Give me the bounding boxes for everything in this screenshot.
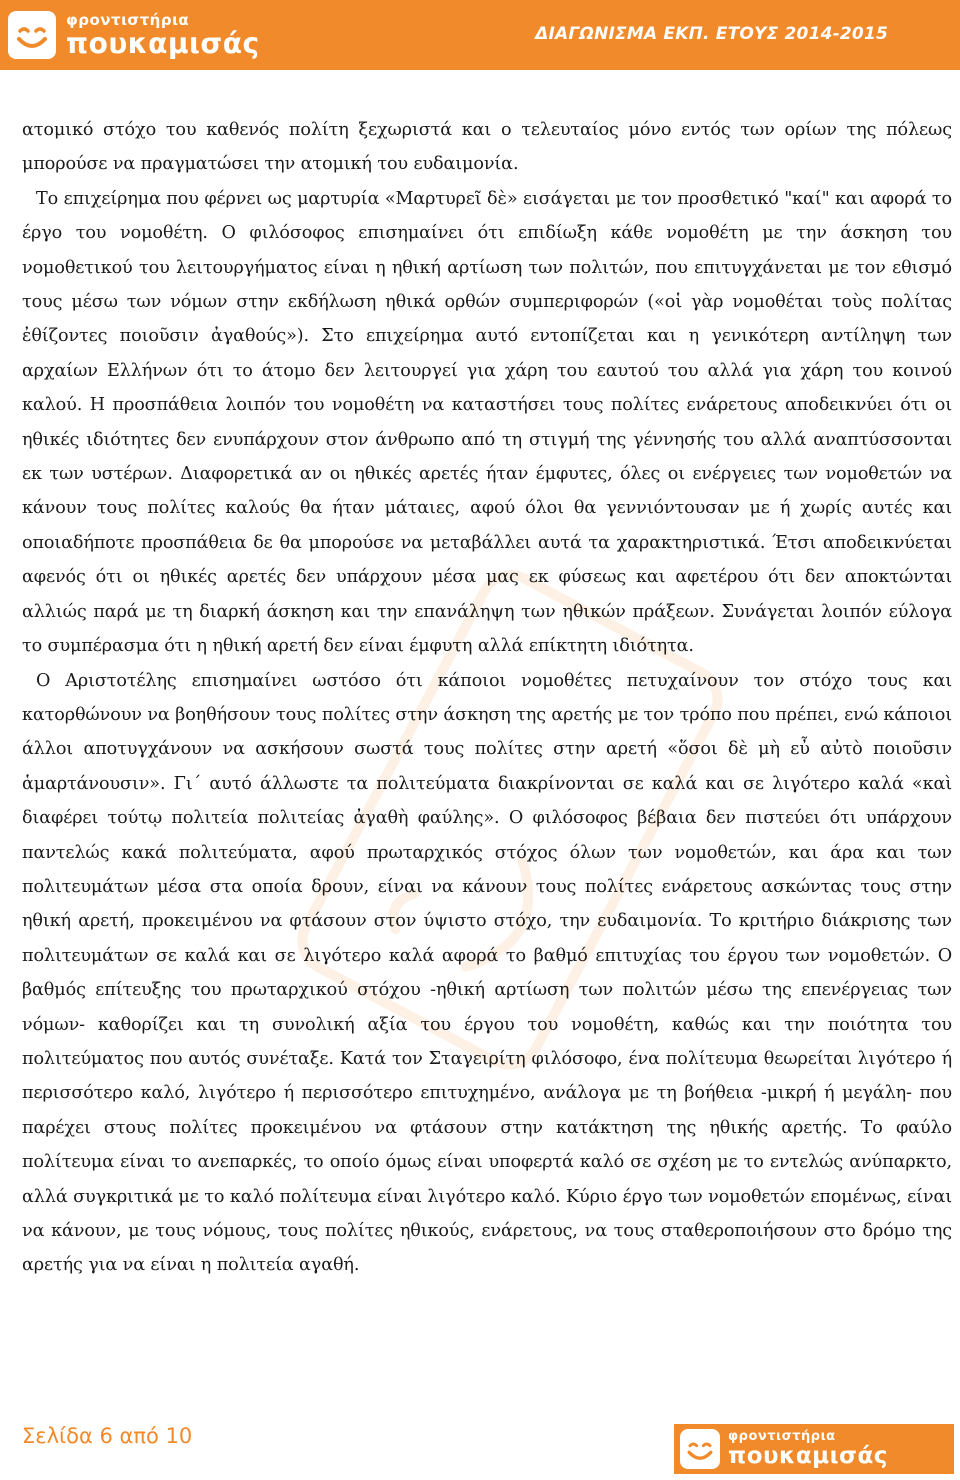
page-header [0,0,960,70]
footer-brand-name-text: πουκαμισάς [728,1443,888,1469]
footer-brand-small-text: φροντιστήρια [728,1429,836,1444]
brand-small-text: φροντιστήρια [66,10,190,29]
page-number: Σελίδα 6 από 10 [22,1424,193,1448]
brand-logo [8,8,260,62]
smile-logo-icon [8,11,56,59]
footer-brand-logo [674,1424,954,1474]
brand-name-text: πουκαμισάς [66,26,260,60]
footer-smile-logo-icon [680,1429,720,1469]
paragraph-argument: Το επιχείρημα που φέρνει ως μαρτυρία «Μαρτυρεῖ δὲ» εισάγεται με τον προσθετικό "καί" και αφορά το έργο του νομοθέτη. Ο φιλόσοφος επισημαίνει ότι επιδίωξη κάθε νομοθέτη με την άσκηση του νομοθετικού του λειτουργήματος είναι η ηθική αρτίωση των πολιτών, που επιτυγχάνεται με τον εθισμό τους μέσω των νόμων στην εκδήλωση ηθικά ορθών συμπεριφορών («οἱ γὰρ νομοθέται τοὺς πολίτας ἐθίζοντες ποιοῦσιν ἀγαθούς»). Στο επιχείρημα αυτό εντοπίζεται και η γενικότερη αντίληψη των αρχαίων Ελλήνων ότι το άτομο δεν λειτουργεί για χάρη του εαυτού του αλλά για χάρη του κοινού καλού. Η προσπάθεια λοιπόν του νομοθέτη να καταστήσει τους πολίτες ενάρετους αποδεικνύει ότι οι ηθικές ιδιότητες δεν ενυπάρχουν στον άνθρωπο από τη στιγμή της γέννησής του αλλά αναπτύσσονται εκ των υστέρων. Διαφορετικά αν οι ηθικές αρετές ήταν έμφυτες, όλες οι ενέργειες των νομοθετών να κάνουν τους πολίτες καλούς θα ήταν μάταιες, αφού όλοι θα γεννιόντουσαν με ή χωρίς αυτές και οποιαδήποτε προσπάθεια δε θα μπορούσε να μεταβάλλει αυτά τα χαρακτηριστικά. Έτσι αποδεικνύεται αφενός ότι οι ηθικές αρετές δεν υπάρχουν μέσα μας εκ φύσεως και αφετέρου ότι δεν αποκτώνται αλλιώς παρά με τη διαρκή άσκηση και την επανάληψη των ηθικών πράξεων. Συνάγεται λοιπόν εύλογα το συμπέρασμα ότι η ηθική αρετή δεν είναι έμφυτη αλλά επίκτητη ιδιότητα. [22,188,952,657]
exam-title: ΔΙΑΓΩΝΙΣΜΑ ΕΚΠ. ΕΤΟΥΣ 2014-2015 [535,24,888,44]
paragraph-continued: ατομικό στόχο του καθενός πολίτη ξεχωριστά και ο τελευταίος μόνο εντός των ορίων της πόλεως μπορούσε να πραγματώσει την ατομική του ευδαιμονία. [22,120,952,175]
paragraph-aristotle: Ο Αριστοτέλης επισημαίνει ωστόσο ότι κάποιοι νομοθέτες πετυχαίνουν τον στόχο τους και κατορθώνουν να βοηθήσουν τους πολίτες στην άσκηση της αρετής με τον τρόπο που πρέπει, ενώ κάποιοι άλλοι αποτυγχάνουν να ασκήσουν σωστά τους πολίτες στην αρετή «ὅσοι δὲ μὴ εὖ αὐτὸ ποιοῦσιν ἁμαρτάνουσιν». Γι΄ αυτό άλλωστε τα πολιτεύματα διακρίνονται σε καλά και σε λιγότερο καλά «καὶ διαφέρει τούτῳ πολιτεία πολιτείας ἀγαθὴ φαύλης». Ο φιλόσοφος βέβαια δεν πιστεύει ότι υπάρχουν παντελώς κακά πολιτεύματα, αφού πρωταρχικός στόχος όλων των νομοθετών, και άρα και των πολιτευμάτων μέσα στα οποία δρουν, είναι να κάνουν τους πολίτες ενάρετους ασκώντας τους στην ηθική αρετή, προκειμένου να φτάσουν στον ύψιστο στόχο, την ευδαιμονία. Το κριτήριο διάκρισης των πολιτευμάτων σε καλά και σε λιγότερο καλά αφορά το βαθμό επιτυχίας του έργου των νομοθετών. Ο βαθμός επίτευξης του πρωταρχικού στόχου -ηθική αρτίωση των πολιτών μέσω της επενέργειας των νόμων- καθορίζει και τη συνολική αξία του έργου του νομοθέτη, καθώς και την ποιότητα του πολιτεύματος που αυτός συνέταξε. Κατά τον Σταγειρίτη φιλόσοφο, ένα πολίτευμα θεωρείται λιγότερο ή περισσότερο καλό, λιγότερο ή περισσότερο επιτυχημένο, ανάλογα με τη βοήθεια -μικρή ή μεγάλη- που παρέχει στους πολίτες προκειμένου να φτάσουν στην κατάκτηση της ηθικής αρετής. Το φαύλο πολίτευμα είναι το ανεπαρκές, το οποίο όμως είναι υποφερτά καλό σε σχέση με το εντελώς ανύπαρκτο, αλλά συγκριτικά με το καλό πολίτευμα είναι λιγότερο καλό. Κύριο έργο των νομοθετών επομένως, είναι να κάνουν, με τους νόμους, τους πολίτες ηθικούς, ενάρετους, να τους σταθεροποιήσουν στο δρόμο της αρετής για να είναι η πολιτεία αγαθή. [22,670,952,1276]
document-body [22,113,952,1283]
